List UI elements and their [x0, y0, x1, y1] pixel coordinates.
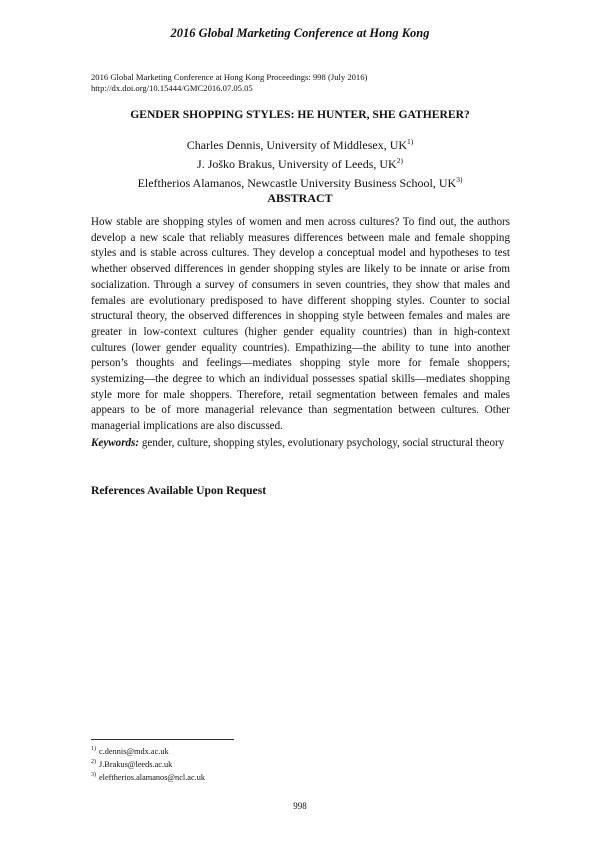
author-line [0, 172, 600, 191]
footnote-mark: 2) [91, 758, 96, 765]
references-note: References Available Upon Request [91, 484, 267, 497]
footnote [91, 744, 205, 757]
abstract-text: How stable are shopping styles of women and men across cultures? To find out, the authors develop a new scale that reliably measures differences between male and female shopping styles and is stable across cultures. They develop a conceptual model and hypotheses to test whether observed differences in gender shopping styles are likely to be innate or arise from socialization. Through a survey of consumers in seven countries, they show that males and females are evolutionary predisposed to have different shopping styles. Counter to social structural theory, the observed differences in shopping style between females and males are greater in low-context cultures (higher gender equality countries) than in high-context cultures (lower gender equality countries). Empathizing—the ability to tune into another person’s thoughts and feelings—mediates shopping style more for female shoppers; systemizing—the degree to which an individual possesses spatial skills—mediates shopping style more for male shoppers. Therefore, retail segmentation between females and males appears to be of more managerial relevance than segmentation between cultures. Other managerial implications are also discussed. [91, 216, 510, 433]
author-name: Charles Dennis, University of Middlesex, UK [186, 138, 408, 152]
page-number: 998 [293, 801, 307, 811]
author-line [0, 153, 600, 172]
proceedings-info [91, 72, 367, 94]
paper-title: GENDER SHOPPING STYLES: HE HUNTER, SHE GATHERER? [130, 108, 470, 121]
keywords-text: gender, culture, shopping styles, evolutionary psychology, social structural theory [139, 437, 505, 449]
footnote-email[interactable]: J.Brakus@leeds.ac.uk [99, 759, 173, 769]
conference-header: 2016 Global Marketing Conference at Hong Kong [170, 26, 430, 40]
footnotes [91, 744, 205, 782]
footnote-mark: 1) [91, 746, 96, 752]
footnote-email[interactable]: c.dennis@mdx.ac.uk [99, 746, 169, 756]
author-name: J. Joško Brakus, University of Leeds, UK [197, 157, 397, 171]
footnote [91, 770, 205, 783]
footnote-email[interactable]: eleftherios.alamanos@ncl.ac.uk [99, 772, 206, 782]
author-footnote-mark: 3) [456, 175, 463, 184]
abstract-heading: ABSTRACT [267, 191, 333, 205]
keywords [91, 436, 510, 452]
footnote-divider [91, 739, 234, 740]
author-line [0, 134, 600, 153]
footnote-mark: 3) [91, 771, 96, 778]
author-footnote-mark: 2) [396, 156, 403, 165]
author-name: Eleftherios Alamanos, Newcastle University Business School, UK [137, 176, 457, 190]
footnote [91, 757, 205, 770]
keywords-label: Keywords: [91, 437, 140, 449]
proceedings-citation: 2016 Global Marketing Conference at Hong Kong Proceedings: 998 (July 2016) [91, 72, 368, 82]
author-list [0, 134, 600, 191]
doi-link[interactable]: http://dx.doi.org/10.15444/GMC2016.07.05.05 [91, 83, 253, 93]
author-footnote-mark: 1) [407, 137, 414, 146]
